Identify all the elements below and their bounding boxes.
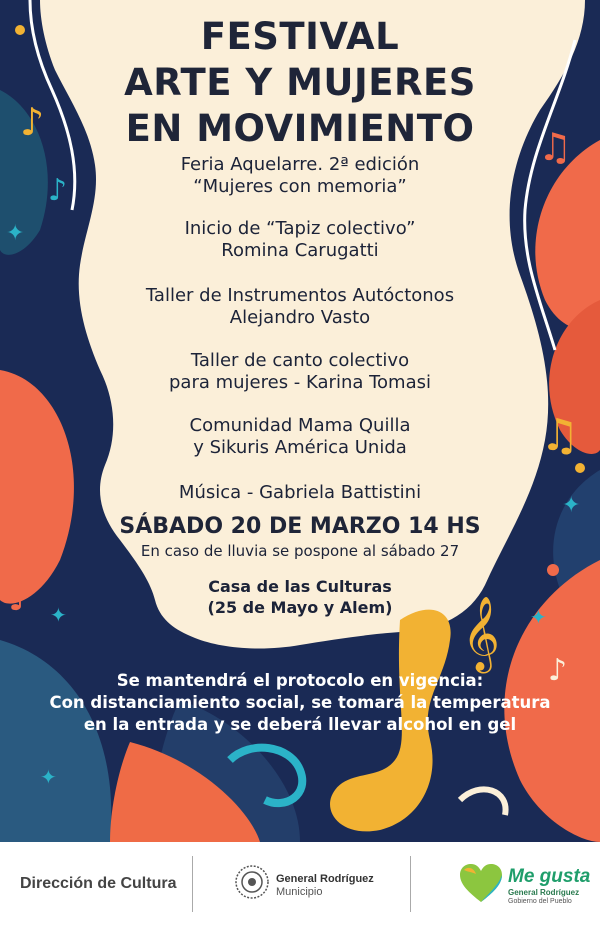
sparkle-icon: ✦: [530, 605, 547, 629]
program-item-line: Música - Gabriela Battistini: [178, 482, 422, 503]
music-note-icon: ♪: [48, 173, 68, 208]
sponsor-footer: [0, 842, 600, 929]
program-item: [0, 154, 600, 198]
sparkle-icon: ✦: [562, 493, 581, 518]
music-note-icon: ♪: [8, 575, 33, 619]
program-item-line: Comunidad Mama Quilla: [189, 415, 411, 436]
dot-decoration: [547, 564, 559, 576]
footer-divider: [410, 856, 411, 912]
treble-clef-icon: 𝄞: [462, 597, 500, 671]
title-line: FESTIVAL: [200, 15, 400, 58]
program-item-line: Feria Aquelarre. 2ª edición: [180, 154, 420, 175]
protocol-notice: [0, 670, 600, 736]
program-item: [0, 415, 600, 459]
program-item-line: para mujeres - Karina Tomasi: [169, 372, 431, 393]
music-note-icon: ♪: [20, 100, 45, 144]
event-date: SÁBADO 20 DE MARZO 14 HS: [119, 514, 481, 539]
music-note-icon: ♫: [540, 410, 580, 461]
municipality-sub: Municipio: [276, 886, 323, 898]
dot-decoration: [575, 463, 585, 473]
title-line: ARTE Y MUJERES: [124, 61, 476, 104]
program-item-line: “Mujeres con memoria”: [193, 176, 407, 197]
program-item-line: Alejandro Vasto: [229, 307, 371, 328]
title-line: EN MOVIMIENTO: [125, 107, 475, 150]
brand-subtitle: General Rodríguez: [508, 888, 580, 897]
rain-note: En caso de lluvia se pospone al sábado 27: [140, 542, 460, 560]
protocol-line: Con distanciamiento social, se tomará la temperatura: [49, 693, 551, 712]
heart-logo-icon: [458, 862, 504, 906]
municipality-seal-icon: [234, 864, 270, 900]
program-item: [0, 350, 600, 394]
venue-line: Casa de las Culturas: [208, 577, 392, 596]
protocol-line: en la entrada y se deberá llevar alcohol en gel: [83, 715, 517, 734]
music-note-icon: ♫: [538, 125, 573, 169]
program-item-line: Taller de Instrumentos Autóctonos: [145, 285, 455, 306]
sparkle-icon: ✦: [6, 221, 25, 246]
program-item-line: y Sikuris América Unida: [193, 437, 407, 458]
program-item-line: Romina Carugatti: [221, 240, 379, 261]
music-note-icon: ♪: [548, 653, 568, 688]
sparkle-icon: ✦: [40, 765, 57, 789]
brand-tagline: Gobierno del Pueblo: [508, 898, 572, 905]
program-item-line: Inicio de “Tapiz colectivo”: [184, 218, 416, 239]
footer-divider: [192, 856, 193, 912]
program-item: [0, 285, 600, 329]
protocol-line: Se mantendrá el protocolo en vigencia:: [116, 671, 484, 690]
municipality-name: General Rodríguez: [276, 873, 374, 885]
festival-title: [0, 14, 600, 152]
program-item: [0, 218, 600, 262]
venue-line: (25 de Mayo y Alem): [207, 598, 393, 617]
program-item: [0, 482, 600, 504]
sparkle-icon: ✦: [50, 603, 67, 627]
program-item-line: Taller de canto colectivo: [190, 350, 410, 371]
culture-department-label: Dirección de Cultura: [20, 875, 177, 892]
me-gusta-brand: Me gusta: [508, 866, 591, 887]
venue: [0, 576, 600, 618]
